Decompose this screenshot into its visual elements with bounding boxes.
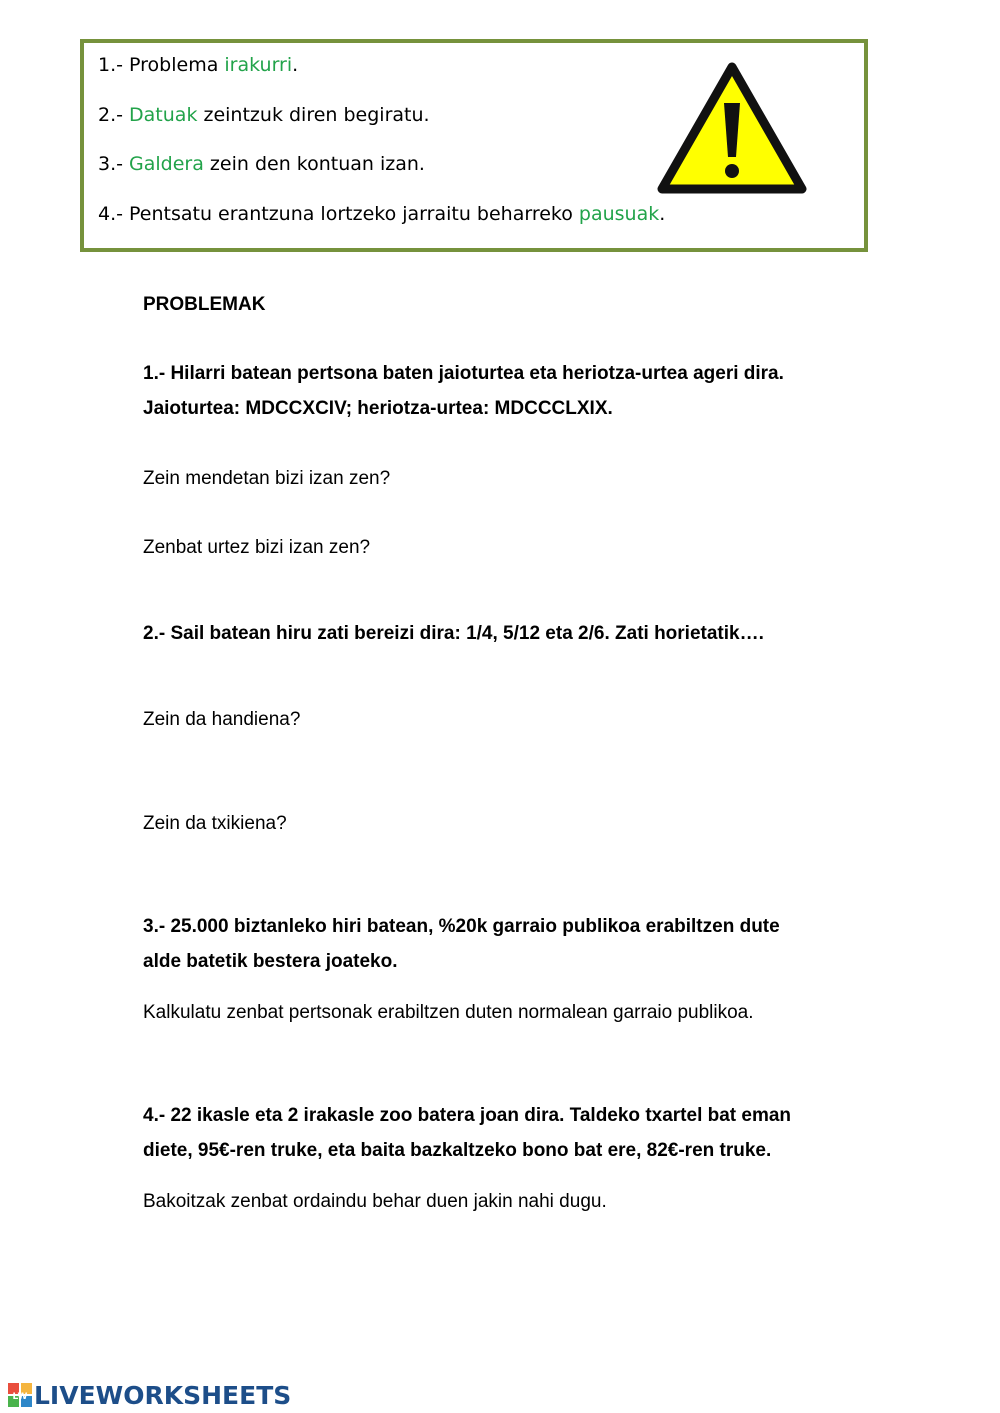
keyword: Galdera <box>129 153 204 175</box>
keyword: irakurri <box>224 54 293 76</box>
keyword: Datuak <box>129 104 198 126</box>
problem-2-question-2: Zein da txikiena? <box>143 813 287 834</box>
instruction-step-3: 3.- Galdera zein den kontuan izan. <box>98 153 425 175</box>
instruction-step-1: 1.- Problema irakurri. <box>98 54 299 76</box>
logo-mark-icon <box>8 1383 32 1407</box>
problem-4-statement-line-1: 4.- 22 ikasle eta 2 irakasle zoo batera joan dira. Taldeko txartel bat eman <box>143 1105 792 1126</box>
problem-3-statement-line-2: alde batetik bestera joateko. <box>143 951 398 972</box>
problem-4-question-1: Bakoitzak zenbat ordaindu behar duen jakin nahi dugu. <box>143 1191 607 1212</box>
problem-1-question-2: Zenbat urtez bizi izan zen? <box>143 537 371 558</box>
section-title: PROBLEMAK <box>143 294 266 315</box>
warning-triangle-icon <box>657 61 807 196</box>
problem-3-question-1: Kalkulatu zenbat pertsonak erabiltzen duten normalean garraio publikoa. <box>143 1002 754 1023</box>
liveworksheets-logo <box>8 1380 291 1410</box>
problem-4-statement-line-2: diete, 95€-ren truke, eta baita bazkaltzeko bono bat ere, 82€-ren truke. <box>143 1140 772 1161</box>
logo-text: LIVEWORKSHEETS <box>34 1380 292 1410</box>
problem-3-statement-line-1: 3.- 25.000 biztanleko hiri batean, %20k garraio publikoa erabiltzen dute <box>143 916 780 937</box>
problem-2-question-1: Zein da handiena? <box>143 709 301 730</box>
problem-2-statement: 2.- Sail batean hiru zati bereizi dira: 1/4, 5/12 eta 2/6. Zati horietatik…. <box>143 623 764 644</box>
instruction-step-2: 2.- Datuak zeintzuk diren begiratu. <box>98 104 430 126</box>
instruction-step-4: 4.- Pentsatu erantzuna lortzeko jarraitu beharreko pausuak. <box>98 203 666 225</box>
problem-1-question-1: Zein mendetan bizi izan zen? <box>143 468 391 489</box>
problem-1-statement-line-2: Jaioturtea: MDCCXCIV; heriotza-urtea: MDCCCLXIX. <box>143 398 613 419</box>
instructions-box <box>80 39 868 252</box>
svg-text:LW: LW <box>12 1392 28 1402</box>
problem-1-statement-line-1: 1.- Hilarri batean pertsona baten jaioturtea eta heriotza-urtea ageri dira. <box>143 363 784 384</box>
keyword: pausuak <box>578 203 660 225</box>
